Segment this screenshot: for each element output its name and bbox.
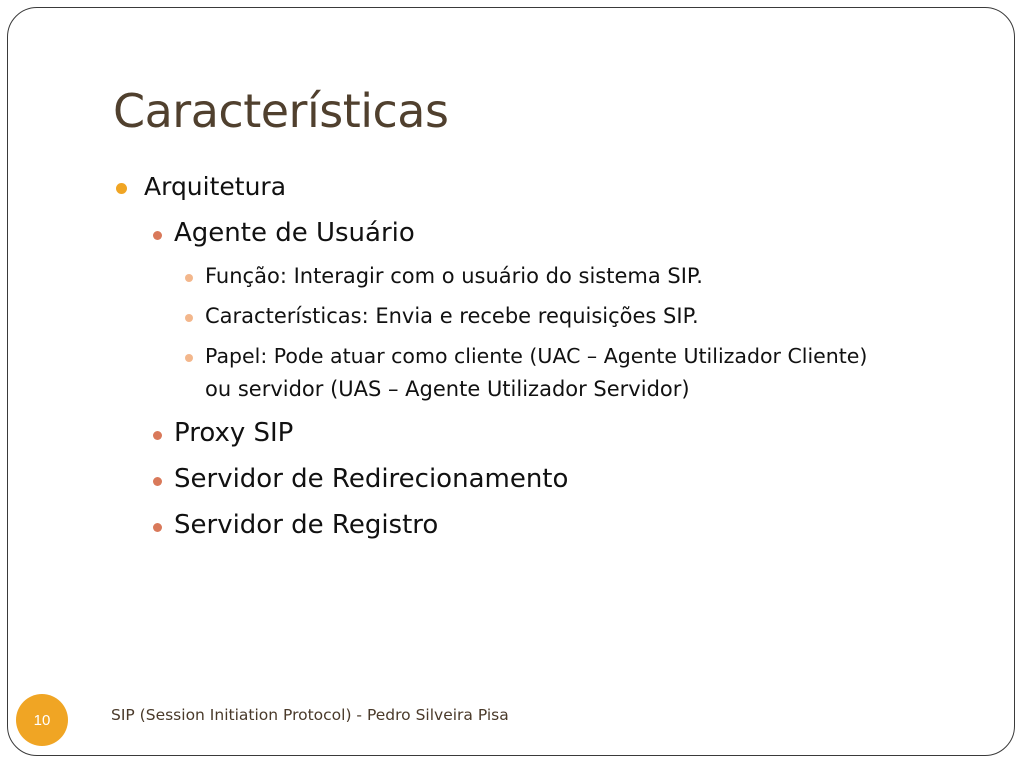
page-number-badge xyxy=(16,694,68,746)
bullet-label: Proxy SIP xyxy=(174,418,294,448)
page-number: 10 xyxy=(33,711,51,729)
sub-bullet-label-line2: ou servidor (UAS – Agente Utilizador Servidor) xyxy=(205,377,690,401)
bullet-dot-icon xyxy=(185,354,193,362)
bullet-dot-icon xyxy=(153,231,162,240)
bullet-dot-icon xyxy=(116,183,127,194)
bullet-dot-icon xyxy=(153,477,162,486)
bullet-dot-icon xyxy=(185,274,193,282)
sub-bullet-label-line1: Papel: Pode atuar como cliente (UAC – Agente Utilizador Cliente) xyxy=(205,344,868,368)
bullet-label: Arquitetura xyxy=(144,172,287,201)
bullet-dot-icon xyxy=(153,523,162,532)
bullet-dot-icon xyxy=(153,431,162,440)
sub-bullet-label: Função: Interagir com o usuário do sistema SIP. xyxy=(205,264,703,288)
bullet-label: Servidor de Redirecionamento xyxy=(174,464,569,494)
bullet-dot-icon xyxy=(185,314,193,322)
slide-footer: SIP (Session Initiation Protocol) - Pedro Silveira Pisa xyxy=(111,706,509,724)
bullet-label: Servidor de Registro xyxy=(174,510,439,540)
bullet-label: Agente de Usuário xyxy=(174,218,415,248)
sub-bullet-label: Características: Envia e recebe requisições SIP. xyxy=(205,304,699,328)
slide-title: Características xyxy=(113,84,449,138)
